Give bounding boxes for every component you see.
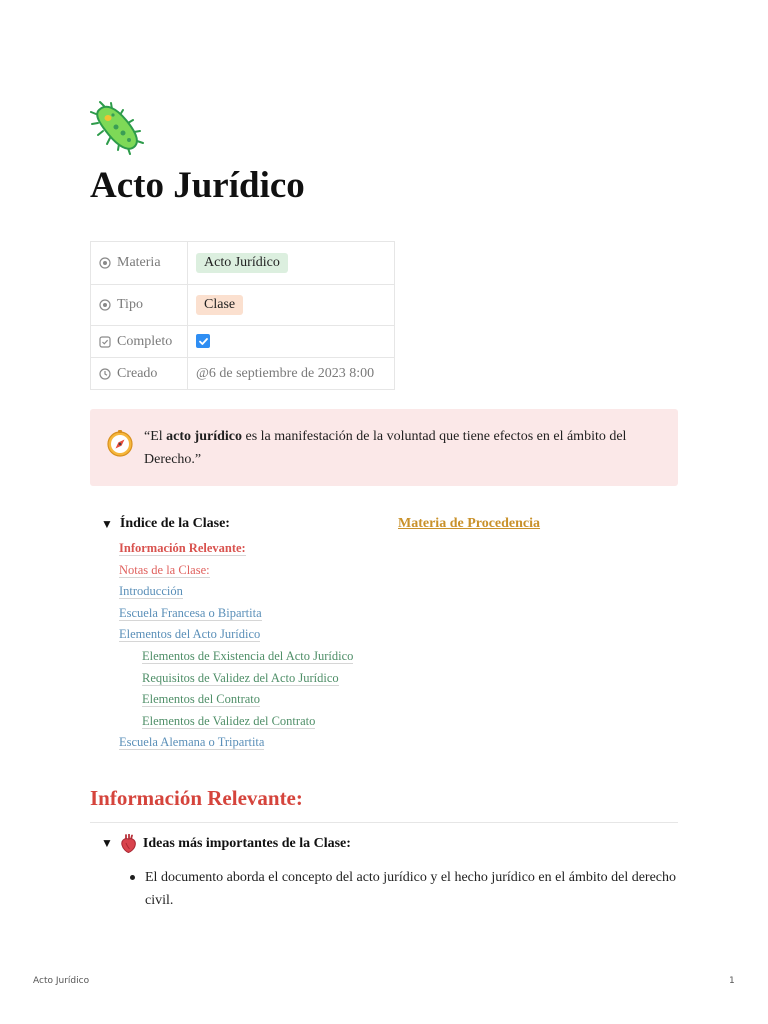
page-title: Acto Jurídico (90, 165, 305, 206)
toc-link-requisitos-validez[interactable]: Requisitos de Validez del Acto Jurídico (142, 670, 339, 685)
ideas-toggle[interactable] (101, 834, 351, 853)
property-row-materia (91, 242, 395, 285)
toggle-triangle-icon[interactable]: ▼ (101, 516, 113, 531)
callout-bold-term: acto jurídico (166, 429, 242, 444)
callout (90, 409, 678, 486)
toc-heading: Índice de la Clase: (119, 516, 230, 531)
clock-icon (99, 368, 111, 380)
microbe-icon (90, 100, 146, 156)
callout-text-suffix: es la manifestación de la voluntad que tiene efectos en el ámbito del Derecho.” (144, 429, 627, 467)
toc-link-elementos-existencia[interactable]: Elementos de Existencia del Acto Jurídico (142, 648, 354, 663)
property-label: Tipo (117, 297, 143, 312)
anatomical-heart-icon (120, 834, 137, 853)
property-row-creado (91, 358, 395, 390)
list-item: El documento aborda el concepto del acto jurídico y el hecho jurídico en el ámbito del derecho civil. (126, 866, 678, 912)
toc-link-introduccion[interactable]: Introducción (119, 584, 183, 599)
section-heading: Información Relevante: (90, 786, 303, 810)
footer-page-number: 1 (729, 976, 735, 986)
select-property-icon (99, 257, 111, 269)
ideas-toggle-label: Ideas más importantes de la Clase: (142, 835, 351, 851)
toc-toggle[interactable] (101, 516, 230, 532)
divider (90, 822, 678, 823)
property-row-tipo (91, 285, 395, 326)
table-of-contents (119, 538, 353, 754)
toc-link-elementos-contrato[interactable]: Elementos del Contrato (142, 692, 261, 707)
checkmark-icon (198, 336, 209, 347)
materia-tag[interactable]: Acto Jurídico (196, 253, 288, 273)
compass-icon (106, 429, 134, 457)
toc-link-informacion-relevante[interactable]: Información Relevante: (119, 541, 246, 555)
select-property-icon (99, 299, 111, 311)
created-date: @6 de septiembre de 2023 8:00 (196, 365, 375, 381)
toc-link-elementos-acto[interactable]: Elementos del Acto Jurídico (119, 627, 261, 642)
callout-text-prefix: “El (144, 429, 167, 444)
ideas-list (126, 866, 678, 912)
checkbox-property-icon (99, 336, 111, 348)
toc-link-escuela-francesa[interactable]: Escuela Francesa o Bipartita (119, 605, 262, 620)
toc-link-escuela-alemana[interactable]: Escuela Alemana o Tripartita (119, 735, 265, 750)
toggle-triangle-icon[interactable]: ▼ (101, 836, 113, 850)
completo-checkbox[interactable] (196, 334, 210, 348)
property-label: Materia (117, 255, 161, 270)
callout-text (144, 425, 654, 471)
footer-title: Acto Jurídico (33, 976, 90, 986)
property-label: Completo (117, 333, 173, 349)
property-row-completo (91, 326, 395, 358)
properties-table (90, 241, 395, 390)
property-label: Creado (117, 365, 158, 381)
materia-procedencia-link[interactable]: Materia de Procedencia (398, 516, 541, 531)
tipo-tag[interactable]: Clase (196, 295, 243, 315)
toc-link-notas-clase[interactable]: Notas de la Clase: (119, 562, 210, 577)
toc-link-validez-contrato[interactable]: Elementos de Validez del Contrato (142, 713, 316, 728)
